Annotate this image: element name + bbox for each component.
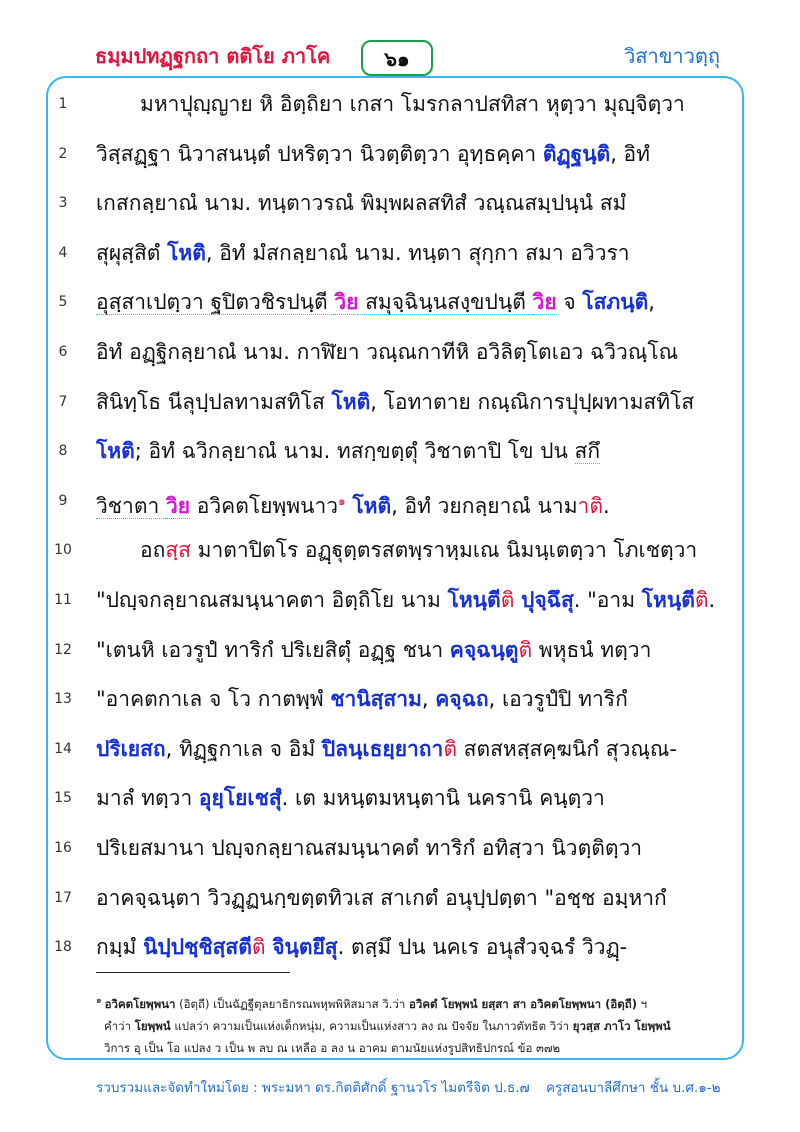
- text-span: วิสฺสฏฺฐา นิวาสนนฺตํ ปหริตฺวา นิวตฺติตฺวา อุทฺธคฺคา: [96, 141, 543, 166]
- footnote: [96, 990, 736, 1059]
- highlighted-word: โสภนฺติ: [582, 290, 649, 315]
- text-span: ; อิทํ ฉวิกลฺยาณํ นาม. ทสกฺขตฺตุํ วิชาตาปิ โข ปน: [134, 439, 575, 464]
- footnote-span: อวิคตโยพฺพนา: [104, 996, 176, 1011]
- line-number: 2: [58, 145, 68, 162]
- text-line: [0, 925, 800, 969]
- text-line: [0, 776, 800, 820]
- footnote-mark: ติ: [694, 588, 709, 612]
- line-number: 16: [54, 840, 72, 856]
- line-text: [96, 776, 721, 820]
- footnote-mark: ติ: [251, 935, 266, 960]
- highlighted-word: ปริเยสถ: [96, 736, 166, 761]
- text-span: อถ: [140, 538, 166, 563]
- text-span: อิทํ อฏฺฐิกลฺยาณํ นาม. กาฬิยา วณฺณกาทีหิ อวิลิตฺโตเอว ฉวิวณฺโณ: [96, 340, 679, 364]
- highlighted-word: โหติ: [331, 389, 371, 414]
- highlighted-word: คจฺฉนฺตู: [449, 637, 519, 662]
- text-span: อุสฺสาเปตฺวา ฐปิตวชิรปนฺตี: [96, 290, 335, 315]
- footnote-span: ยุวสฺส ภาโว โยพฺพนํ: [572, 1018, 671, 1033]
- text-line: [0, 231, 800, 275]
- text-span: มาตาปิตโร อฏฺฐุตฺตรสตพฺราหฺมเณ นิมนฺเตตฺวา โภเชตฺวา: [190, 538, 698, 563]
- text-span: ,: [648, 290, 655, 315]
- highlighted-word: นิปฺปชฺชิสฺสตี: [143, 935, 252, 960]
- text-span: มาลํ ทตฺวา: [96, 786, 199, 811]
- highlighted-word: วิย: [334, 290, 359, 315]
- highlighted-word: ปิลนฺเธยฺยาถา: [321, 736, 444, 761]
- footnote-span: อวิคตํ โยพฺพนํ ยสฺสา สา อวิคตโยพฺพนา (อิตฺถี): [408, 996, 637, 1011]
- text-line: [0, 628, 800, 672]
- text-line: [0, 677, 800, 721]
- footnote-mark: สฺส: [165, 538, 191, 563]
- highlighted-word: โหติ: [96, 439, 135, 464]
- line-text: [96, 330, 721, 374]
- text-line: [0, 479, 800, 523]
- text-span: กมฺมํ: [96, 935, 144, 960]
- highlighted-word: คจฺฉถ: [435, 687, 489, 712]
- text-span: . ตสฺมึ ปน นคเร อนุสํวจฺฉรํ วิวฏฺ-: [337, 935, 628, 960]
- line-number: 15: [54, 790, 72, 807]
- book-title: ธมฺมปทฏฺฐกถา ตติโย ภาโค: [95, 44, 331, 68]
- highlighted-word: ติฏฺฐนฺติ: [542, 141, 611, 166]
- footnote-span: (อิตฺถี) เป็นฉัฏฐีตุลยาธิกรณพหุพพิหิสมาส วิ.ว่า: [175, 996, 409, 1011]
- text-span: "เตนหิ เอวรูปํ ทาริกํ ปริเยสิตุํ อฏฺฐ ชนา: [96, 637, 450, 662]
- line-text: [96, 479, 721, 528]
- footer-course: ครูสอนบาลีศึกษา ชั้น บ.ศ.๑-๒: [546, 1080, 721, 1096]
- text-span: . "อาม: [573, 588, 642, 612]
- line-number: 18: [54, 939, 72, 956]
- footnote-mark: ติ: [518, 637, 533, 662]
- line-number: 8: [58, 443, 68, 460]
- text-span: , อิทํ: [610, 141, 651, 166]
- text-line: [0, 330, 800, 374]
- footnote-divider: [96, 972, 290, 973]
- footnote-line: [96, 1015, 736, 1037]
- line-number: 1: [58, 96, 68, 112]
- line-text: [140, 82, 721, 126]
- line-text: [96, 231, 721, 275]
- text-line: [0, 528, 800, 572]
- text-line: [0, 727, 800, 771]
- line-number: 5: [58, 294, 68, 311]
- highlighted-word: โหติ: [352, 493, 392, 518]
- text-line: [0, 132, 800, 176]
- footnote-line: [96, 990, 736, 1015]
- line-number: 10: [54, 542, 72, 559]
- text-span: ,: [421, 687, 436, 712]
- text-span: เกสกลฺยาณํ นาม. ทนฺตาวรณํ พิมฺพผลสทิสํ วณฺณสมฺปนฺนํ สมํ: [96, 191, 627, 216]
- highlighted-word: อุยฺโยเชสุํ: [198, 786, 282, 811]
- line-text: [96, 727, 721, 771]
- line-number: 9: [58, 492, 68, 509]
- text-line: [0, 181, 800, 225]
- highlighted-word: วิย: [532, 290, 557, 315]
- footnote-mark: ๑: [338, 493, 346, 508]
- text-span: จ: [556, 290, 583, 315]
- highlighted-word: วิย: [165, 493, 191, 518]
- highlighted-word: ปุจฺฉึสุ: [521, 588, 574, 612]
- line-text: [96, 925, 721, 969]
- footnote-mark: ติ: [500, 588, 515, 612]
- highlighted-word: จินฺตยึสุ: [272, 935, 338, 960]
- text-span: , อิทํ มํสกลฺยาณํ นาม. ทนฺตา สุกฺกา สมา อวิวรา: [205, 240, 630, 265]
- footer-credit: รวบรวมและจัดทำใหม่โดย : พระมหา ดร.กิตติศักดิ์ ฐานวโร ไมตรีจิต ป.ธ.๗: [96, 1080, 530, 1096]
- line-text: [96, 578, 721, 622]
- text-span: สมุจฺฉินฺนสงฺขปนฺตี: [358, 290, 533, 315]
- footnote-span: วิการ อุ เป็น โอ แปลง ว เป็น พ ลบ ณ เหลือ อ ลง น อาคม ตามนัยแห่งรูปสิทธิปกรณ์ ข้อ ๓๗๒: [104, 1040, 561, 1055]
- text-span: "อาคตกาเล จ โว กาตพฺพํ: [96, 687, 331, 712]
- page-number: ๖๑: [361, 40, 433, 76]
- line-number: 12: [54, 641, 72, 658]
- line-number: 14: [54, 740, 72, 757]
- highlighted-word: โหนฺตี: [447, 588, 501, 612]
- text-span: .: [708, 588, 716, 612]
- highlighted-word: โหติ: [167, 240, 206, 265]
- text-line: [0, 82, 800, 126]
- text-line: [0, 826, 800, 870]
- line-number: 13: [54, 691, 72, 708]
- footnote-number: ๑: [96, 996, 105, 1006]
- section-title: วิสาขาวตฺถุ: [624, 44, 720, 68]
- line-number: 4: [58, 244, 68, 261]
- text-span: ปริเยสมานา ปญฺจกลฺยาณสมนฺนาคตํ ทาริกํ อทิสฺวา นิวตฺติตฺวา: [96, 836, 643, 860]
- line-text: [140, 528, 721, 572]
- line-number: 17: [54, 889, 72, 906]
- line-text: [96, 876, 721, 920]
- footnote-span: แปลว่า ความเป็นแห่งเด็กหนุ่ม, ความเป็นแห่งสาว ลง ณ ปัจจัย ในภาวตัทธิต วิว่า: [170, 1018, 573, 1033]
- line-number: 3: [58, 195, 68, 212]
- text-span: สินิทฺโธ นีลุปฺปลทามสทิโส: [96, 389, 332, 414]
- footnote-line: [96, 1037, 736, 1059]
- line-text: [96, 280, 721, 324]
- text-span: , เอวรูปํปิ ทาริกํ: [488, 687, 628, 712]
- text-span: . เต มหนฺตมหนฺตานิ นครานิ คนฺตฺวา: [281, 786, 605, 811]
- text-line: [0, 429, 800, 473]
- text-span: วิชาตา: [96, 493, 166, 518]
- text-span: สุผุสฺสิตํ: [96, 240, 168, 265]
- line-number: 7: [58, 393, 68, 410]
- text-span: มหาปุญฺญาย หิ อิตฺถิยา เกสา โมรกลาปสทิสา หุตฺวา มุญฺจิตฺวา: [140, 92, 685, 116]
- highlighted-word: โหนฺตี: [641, 588, 695, 612]
- text-line: [0, 578, 800, 622]
- footnote-span: คำว่า: [104, 1018, 135, 1033]
- footnote-span: โยพฺพนํ: [134, 1018, 171, 1033]
- line-number: 11: [54, 592, 72, 608]
- text-span: พหุธนํ ทตฺวา: [532, 637, 652, 662]
- line-text: [96, 826, 721, 870]
- footnote-span: ฯ: [636, 996, 648, 1011]
- line-text: [96, 380, 721, 424]
- line-text: [96, 132, 721, 176]
- text-span: สตสหสฺสคฺฆนิกํ สุวณฺณ-: [456, 736, 677, 761]
- text-line: [0, 380, 800, 424]
- text-span: [514, 588, 521, 612]
- text-span: , โอทาตาย กณฺณิการปุปฺผทามสทิโส: [370, 389, 695, 414]
- footnote-mark: าติ: [577, 493, 603, 518]
- footer: [96, 1076, 721, 1098]
- line-text: [96, 181, 721, 225]
- highlighted-word: ชานิสฺสาม: [330, 687, 422, 712]
- line-text: [96, 677, 721, 721]
- text-line: [0, 280, 800, 324]
- text-span: .: [602, 493, 610, 518]
- line-text: [96, 429, 721, 473]
- text-span: , อิทํ วยกลฺยาณํ นาม: [391, 493, 578, 518]
- text-span: , ทิฏฺฐกาเล จ อิมํ: [165, 736, 322, 761]
- footnote-mark: ติ: [443, 736, 457, 761]
- text-span: "ปญฺจกลฺยาณสมนฺนาคตา อิตฺถิโย นาม: [96, 588, 448, 612]
- line-number: 6: [58, 344, 68, 360]
- text-span: อวิคตโยพฺพนาว: [190, 493, 339, 518]
- line-text: [96, 628, 721, 672]
- text-line: [0, 876, 800, 920]
- text-span: สกึ: [574, 439, 601, 464]
- text-span: อาคจฺฉนฺตา วิวฏฺฏนกฺขตฺตทิวเส สาเกตํ อนุปฺปตฺตา "อชฺช อมฺหากํ: [96, 885, 667, 910]
